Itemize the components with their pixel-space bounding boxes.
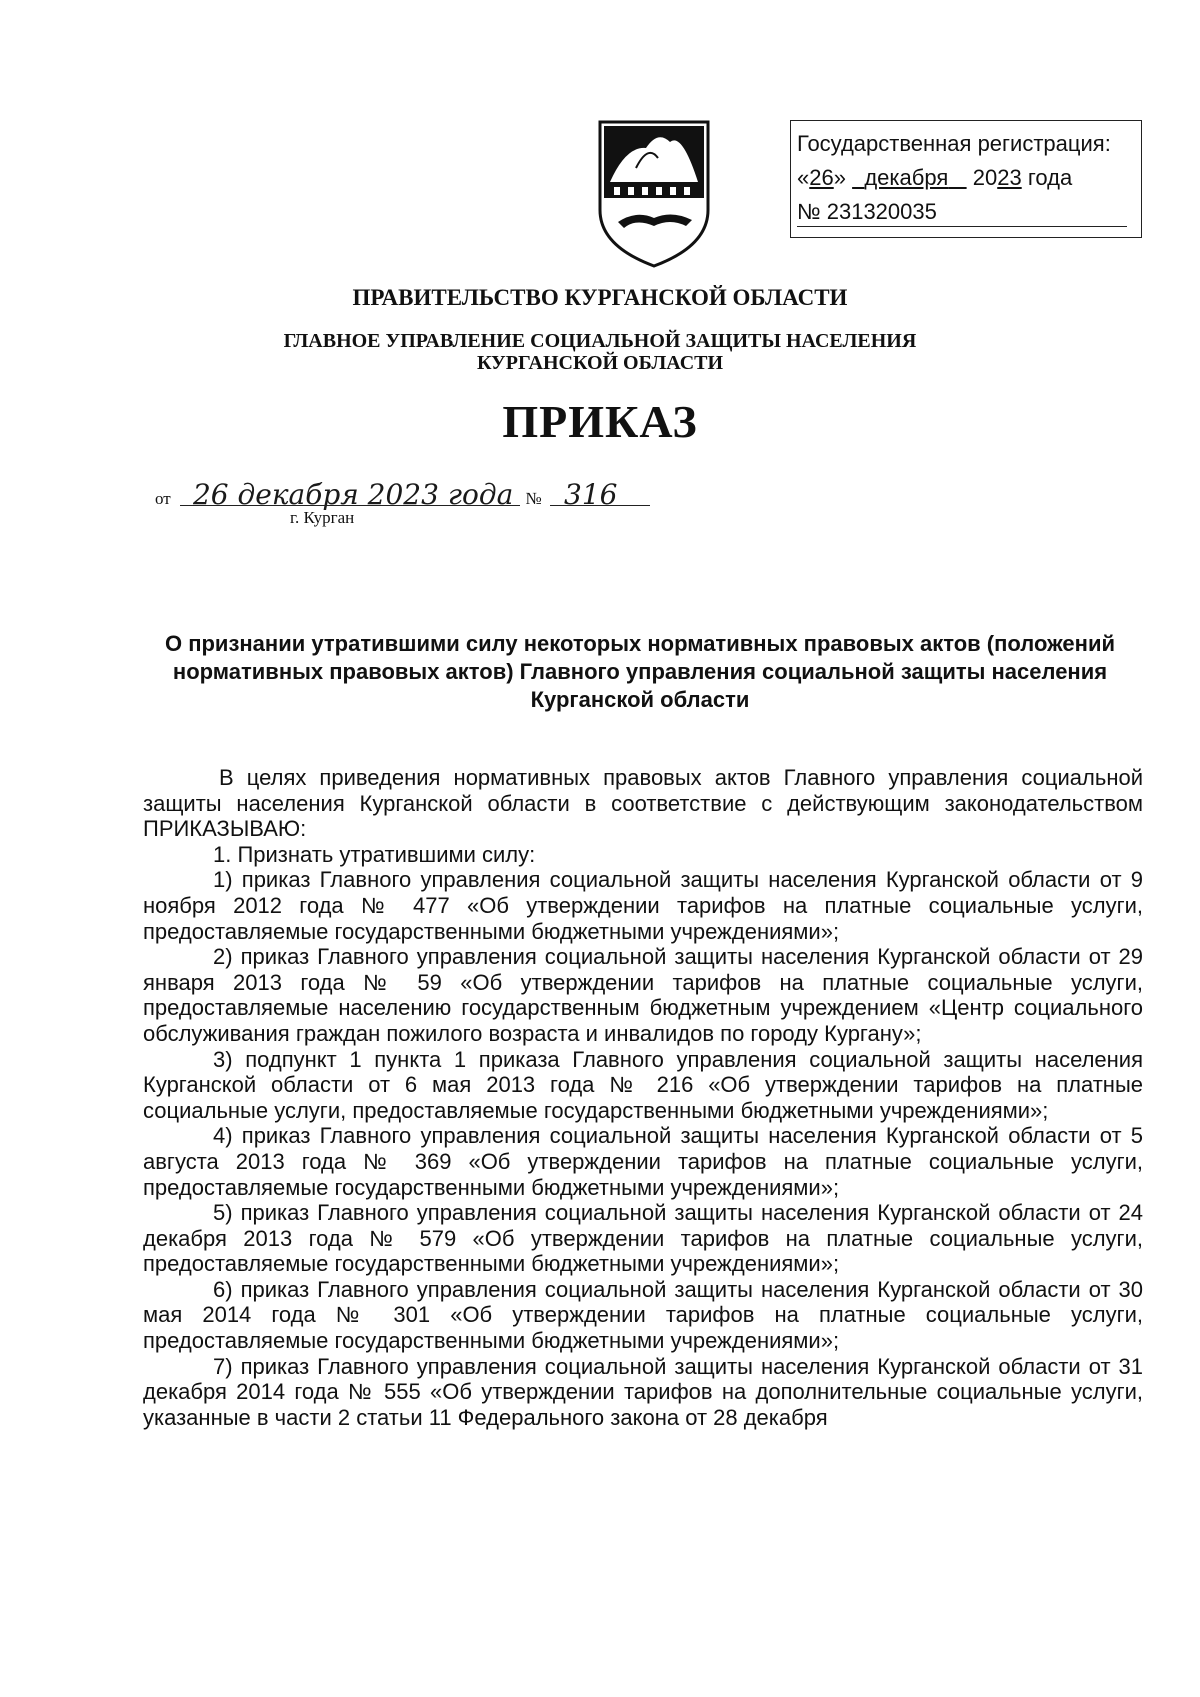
order-date-line xyxy=(155,478,617,511)
registration-day: 26 xyxy=(809,165,834,190)
from-label: от xyxy=(155,489,171,508)
coat-of-arms-icon xyxy=(596,118,712,268)
handwritten-date: 26 декабря 2023 года xyxy=(192,478,514,511)
list-item: 2) приказ Главного управления социальной защиты населения Курганской области от 29 января 2013 года № 59 «Об утверждении тарифов на платные социальные услуги, предоставляемые населению государственным бюджетным учреждением «Центр социального обслуживания граждан пожилого возраста и инвалидов по городу Кургану»; xyxy=(143,944,1143,1046)
intro-paragraph: В целях приведения нормативных правовых актов Главного управления социальной защиты населения Курганской области в соответствие с действующим законодательством ПРИКАЗЫВАЮ: xyxy=(143,765,1143,842)
list-item: 3) подпункт 1 пункта 1 приказа Главного управления социальной защиты населения Курганской области от 6 мая 2013 года № 216 «Об утверждении тарифов на платные социальные услуги, предоставляемые государственными бюджетными учреждениями»; xyxy=(143,1046,1143,1123)
list-item: 5) приказ Главного управления социальной защиты населения Курганской области от 24 декабря 2013 года № 579 «Об утверждении тарифов на платные социальные услуги, предоставляемые государственными бюджетными учреждениями»; xyxy=(143,1200,1143,1277)
registration-date: «26» декабря 2023 года xyxy=(797,165,1073,190)
department-name: ГЛАВНОЕ УПРАВЛЕНИЕ СОЦИАЛЬНОЙ ЗАЩИТЫ НАСЕЛЕНИЯ КУРГАНСКОЙ ОБЛАСТИ xyxy=(283,330,917,374)
number-label: № xyxy=(525,489,542,508)
registration-heading: Государственная регистрация: xyxy=(797,131,1111,156)
registration-year: 23 xyxy=(997,165,1022,190)
list-item: 7) приказ Главного управления социальной защиты населения Курганской области от 31 декабря 2014 года № 555 «Об утверждении тарифов на дополнительные социальные услуги, указанные в части 2 статьи 11 Федерального закона от 28 декабря xyxy=(143,1353,1143,1430)
government-name: ПРАВИТЕЛЬСТВО КУРГАНСКОЙ ОБЛАСТИ xyxy=(352,285,848,310)
list-item: 6) приказ Главного управления социальной защиты населения Курганской области от 30 мая 2014 года № 301 «Об утверждении тарифов на платные социальные услуги, предоставляемые государственными бюджетными учреждениями»; xyxy=(143,1276,1143,1354)
list-item: 4) приказ Главного управления социальной защиты населения Курганской области от 5 августа 2013 года № 369 «Об утверждении тарифов на платные социальные услуги, предоставляемые государственными бюджетными учреждениями»; xyxy=(143,1123,1143,1200)
date-underline xyxy=(180,505,520,506)
city-name: г. Курган xyxy=(290,508,355,527)
document-type-title: ПРИКАЗ xyxy=(502,396,698,447)
list-item: 1) приказ Главного управления социальной защиты населения Курганской области от 9 ноября 2012 года № 477 «Об утверждении тарифов на платные социальные услуги, предоставляемые государственными бюджетными учреждениями»; xyxy=(143,867,1143,944)
state-registration-box xyxy=(790,120,1142,238)
number-underline xyxy=(550,505,650,506)
order-subject: О признании утратившими силу некоторых нормативных правовых актов (положений нормативных правовых актов) Главного управления социальной защиты населения Курганской области xyxy=(164,631,1116,712)
point-1: 1. Признать утратившими силу: xyxy=(213,841,536,867)
order-body xyxy=(143,765,1143,1430)
registration-number: № 231320035 xyxy=(797,198,1127,227)
registration-month: декабря xyxy=(864,165,949,190)
handwritten-number: 316 xyxy=(564,478,618,511)
